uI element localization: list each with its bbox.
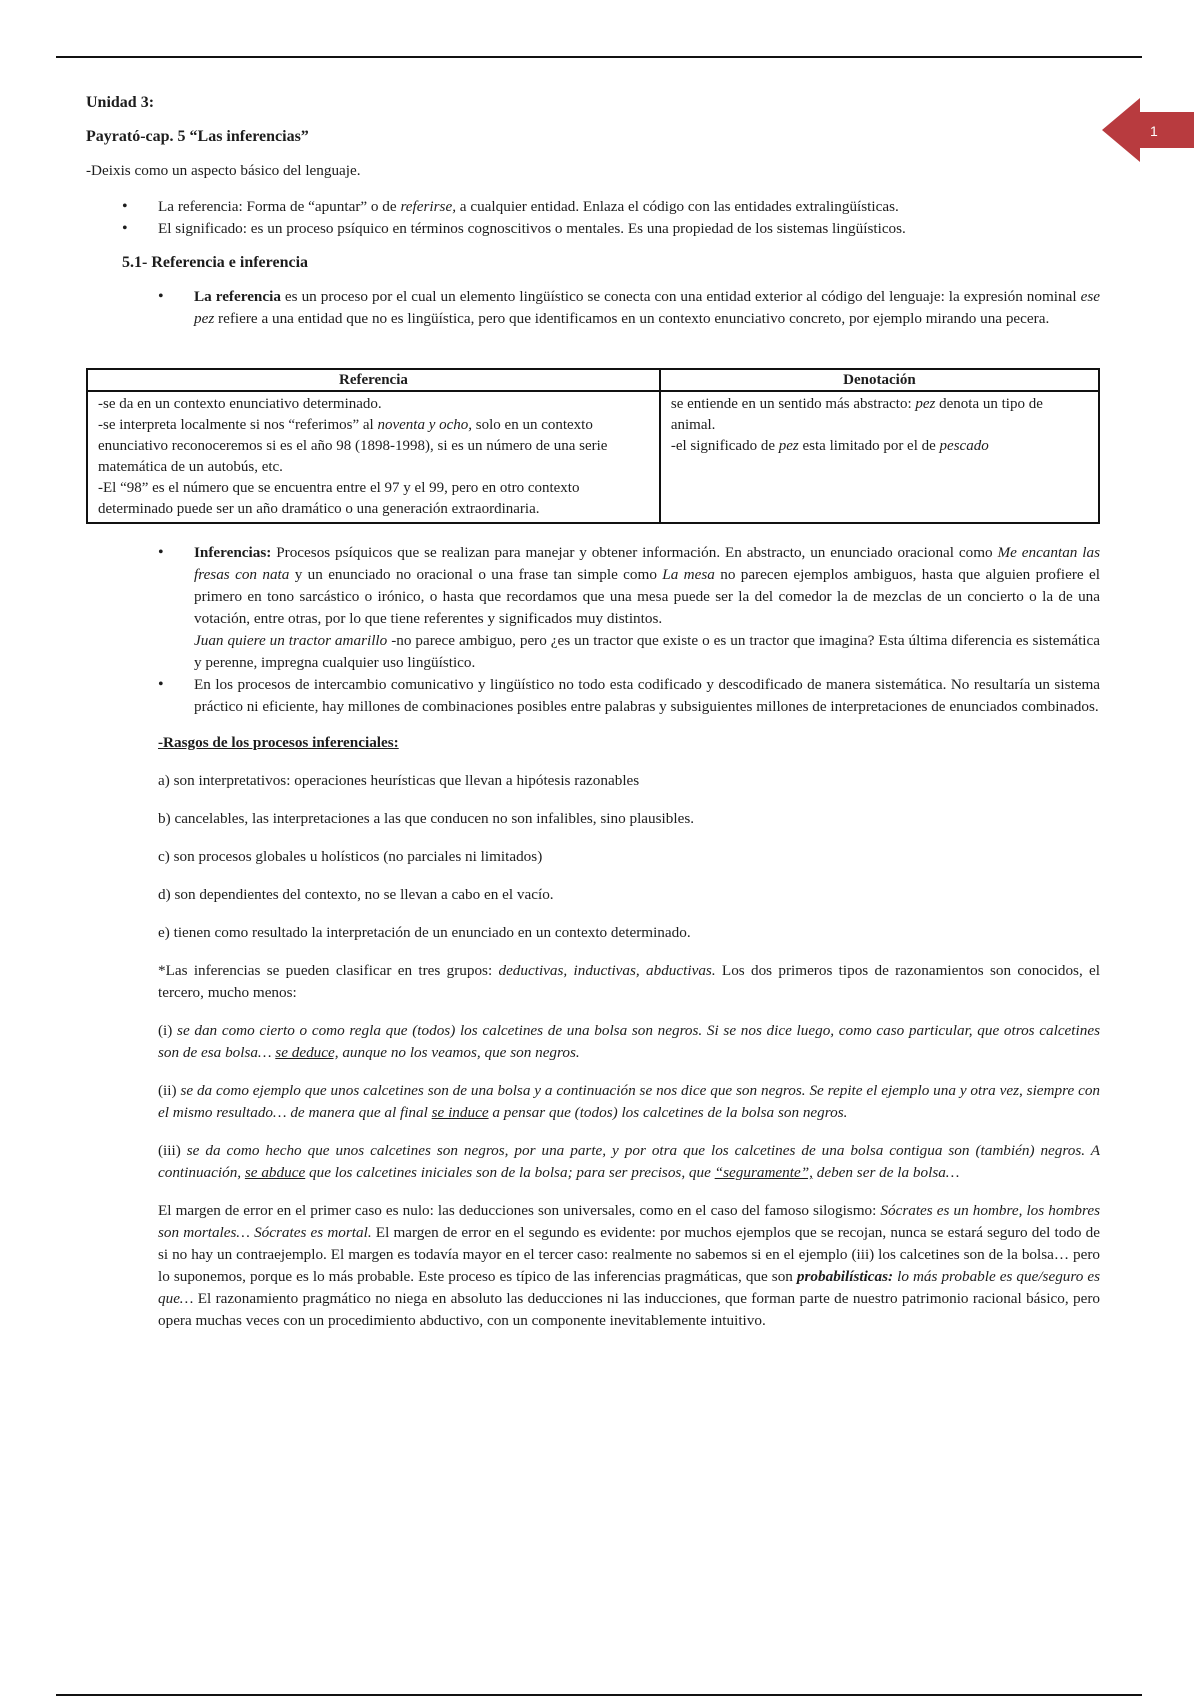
text: se da como ejemplo que unos calcetines son de una bolsa y a continuación se nos dice que son negros. Se repite el ejemplo una y otra vez, siempre con el mismo resultado… de manera que al final [158, 1082, 1101, 1121]
rasgo-item: b) cancelables, las interpretaciones a las que conducen no son infalibles, sino plausibles. [158, 810, 695, 827]
chapter-title: Payrató-cap. 5 “Las inferencias” [86, 128, 309, 145]
table-cell-referencia [87, 391, 660, 523]
text: (i) [158, 1022, 178, 1039]
text: El margen de error en el segundo es evidente: por muchos ejemplos que se recojan, nunca se estará seguro del todo de si no hay un contraejemplo. El margen es todavía mayor en el tercer caso: realmente no sabemos si en el ejemplo (iii) los calcetines son de la bolsa… pero lo suponemos, porque es lo más probable. Este proceso es típico de las inferencias pragmáticas, que son [158, 1224, 1100, 1285]
text: a pensar que (todos) los calcetines de la bolsa son negros. [488, 1104, 848, 1121]
text: es un proceso por el cual un elemento lingüístico se conecta con una entidad exterior al código del lenguaje: la expresión nominal [280, 288, 1081, 305]
table-row [87, 391, 1099, 523]
text: solo en un contexto enunciativo reconoceremos si es el año 98 (1898-1998), si es un número de una serie matemática de un autobús, etc. [98, 417, 608, 475]
text: Juan quiere un tractor amarillo [194, 632, 388, 649]
arrow-left-icon [1102, 98, 1194, 162]
text: denota un tipo de animal. [670, 396, 1043, 433]
text: -el significado de [670, 438, 779, 454]
text: La referencia: Forma de “apuntar” o de [158, 198, 401, 215]
text: pescado [939, 438, 989, 454]
text: Me encantan las fresas con nata [194, 544, 1100, 583]
definitions-list [86, 196, 1100, 240]
text: se induce [431, 1104, 489, 1121]
rasgo-item: a) son interpretativos: operaciones heurísticas que llevan a hipótesis razonables [158, 772, 640, 789]
text: se entiende en un sentido más abstracto: [670, 396, 916, 412]
text: no parecen ejemplos ambiguos, hasta que alguien profiere el primero en tono sarcástico o irónico, o hasta que recordamos que una mesa puede ser la del comedor la de mezclas de un concierto o la de una votación, entre otras, por lo que tiene referentes y significados muy distintos. [194, 566, 1100, 627]
conclusion-paragraph [86, 1200, 1100, 1332]
rasgo-item: c) son procesos globales u holísticos (no parciales ni limitados) [158, 848, 543, 865]
text: probabilísticas: [796, 1268, 894, 1285]
text: *Las inferencias se pueden clasificar en tres grupos: [158, 962, 499, 979]
text: (ii) [158, 1082, 181, 1099]
text: La referencia [194, 288, 281, 305]
text: Sócrates es un hombre, los hombres son mortales… Sócrates es mortal. [158, 1202, 1100, 1241]
section-heading: 5.1- Referencia e inferencia [122, 254, 309, 271]
text: El significado: es un proceso psíquico en términos cognoscitivos o mentales. Es una propiedad de los sistemas lingüísticos. [158, 220, 906, 237]
table-header-row [87, 369, 1099, 391]
inferencias-list [86, 542, 1100, 630]
text: noventa y ocho, [377, 417, 473, 433]
top-rule [56, 56, 1142, 58]
page-number-badge [1102, 98, 1194, 162]
unit-title: Unidad 3: [86, 94, 155, 111]
intercambio-list [86, 674, 1100, 718]
text-line [98, 415, 649, 478]
text: y un enunciado no oracional o una frase tan simple como [289, 566, 663, 583]
text: pez [778, 438, 799, 454]
text: La mesa [662, 566, 715, 583]
example-deductive [86, 1020, 1100, 1064]
text: deductivas, inductivas, abductivas. [498, 962, 716, 979]
list-item [86, 218, 1100, 240]
rasgo-item: e) tienen como resultado la interpretación de un enunciado en un contexto determinado. [158, 924, 691, 941]
example-abductive [86, 1140, 1100, 1184]
text: a cualquier entidad. Enlaza el código con las entidades extralingüísticas. [456, 198, 899, 215]
page-number: 1 [1150, 123, 1158, 139]
rasgos-heading: -Rasgos de los procesos inferenciales: [158, 734, 399, 751]
text: -se da en un contexto enunciativo determinado. [98, 396, 382, 412]
text: -se interpreta localmente si nos “referimos” al [98, 417, 378, 433]
document-body [86, 92, 1100, 1348]
table-header: Denotación [660, 369, 1099, 391]
text: -no parece ambiguo, pero ¿es un tractor que existe o es un tractor que imagina? Esta última diferencia es sistemática y perenne, impregna cualquier uso lingüístico. [194, 632, 1101, 671]
example-inductive [86, 1080, 1100, 1124]
list-item [86, 286, 1100, 330]
text-line [671, 394, 1088, 436]
text: -El “98” es el número que se encuentra entre el 97 y el 99, pero en otro contexto determinado puede ser un año dramático o una generación extraordinaria. [98, 480, 580, 517]
intro-line: -Deixis como un aspecto básico del lenguaje. [86, 162, 361, 179]
text: referirse, [400, 198, 456, 215]
text: se abduce [244, 1164, 306, 1181]
clasificacion-paragraph [86, 960, 1100, 1004]
referencia-list [86, 286, 1100, 330]
text: esta limitado por el de [798, 438, 940, 454]
text: lo más probable es que/seguro es que… [158, 1268, 1100, 1307]
table-cell-denotacion [660, 391, 1099, 523]
text: Procesos psíquicos que se realizan para manejar y obtener información. En abstracto, un enunciado oracional como [271, 544, 998, 561]
text-line [671, 436, 1088, 457]
list-item [86, 196, 1100, 218]
text: aunque no los veamos, que son negros. [338, 1044, 580, 1061]
text: Los dos primeros tipos de razonamientos son conocidos, el tercero, mucho menos: [158, 962, 1100, 1001]
text: Inferencias: [194, 544, 272, 561]
table-header: Referencia [87, 369, 660, 391]
rasgo-item: d) son dependientes del contexto, no se llevan a cabo en el vacío. [158, 886, 554, 903]
text: que los calcetines iniciales son de la bolsa; para ser precisos, que [305, 1164, 715, 1181]
comparison-table [86, 368, 1100, 524]
text: se deduce, [275, 1044, 339, 1061]
list-item [86, 542, 1100, 630]
text: “seguramente”, [714, 1164, 813, 1181]
text: se dan como cierto o como regla que (todos) los calcetines de una bolsa son negros. Si se nos dice luego, como caso particular, que otros calcetines son de esa bolsa… [158, 1022, 1100, 1061]
text: refiere a una entidad que no es lingüística, pero que identificamos en un contexto enunciativo concreto, por ejemplo mirando una pecera. [214, 310, 1050, 327]
text: El razonamiento pragmático no niega en absoluto las deducciones ni las inducciones, que forman parte de nuestro patrimonio racional básico, pero opera muchas veces con un procedimiento abductivo, con un componente inevitablemente intuitivo. [158, 1290, 1100, 1329]
list-item: • En los procesos de intercambio comunicativo y lingüístico no todo esta codificado y descodificado de manera sistemática. No resultaría un sistema práctico ni eficiente, hay millones de combinaciones posibles entre palabras y subsiguientes millones de interpretaciones de enunciados combinados. [86, 674, 1100, 718]
text: se da como hecho que unos calcetines son negros, por una parte, y por otra que los calcetines de una bolsa contigua son (también) negros. A continuación, [158, 1142, 1101, 1181]
text: pez [915, 396, 936, 412]
bottom-rule [56, 1694, 1142, 1696]
text: El margen de error en el primer caso es nulo: las deducciones son universales, como en el caso del famoso silogismo: [158, 1202, 881, 1219]
text: deben ser de la bolsa… [812, 1164, 960, 1181]
text: ese pez [194, 288, 1100, 327]
juan-example [86, 630, 1100, 674]
text: (iii) [158, 1142, 187, 1159]
